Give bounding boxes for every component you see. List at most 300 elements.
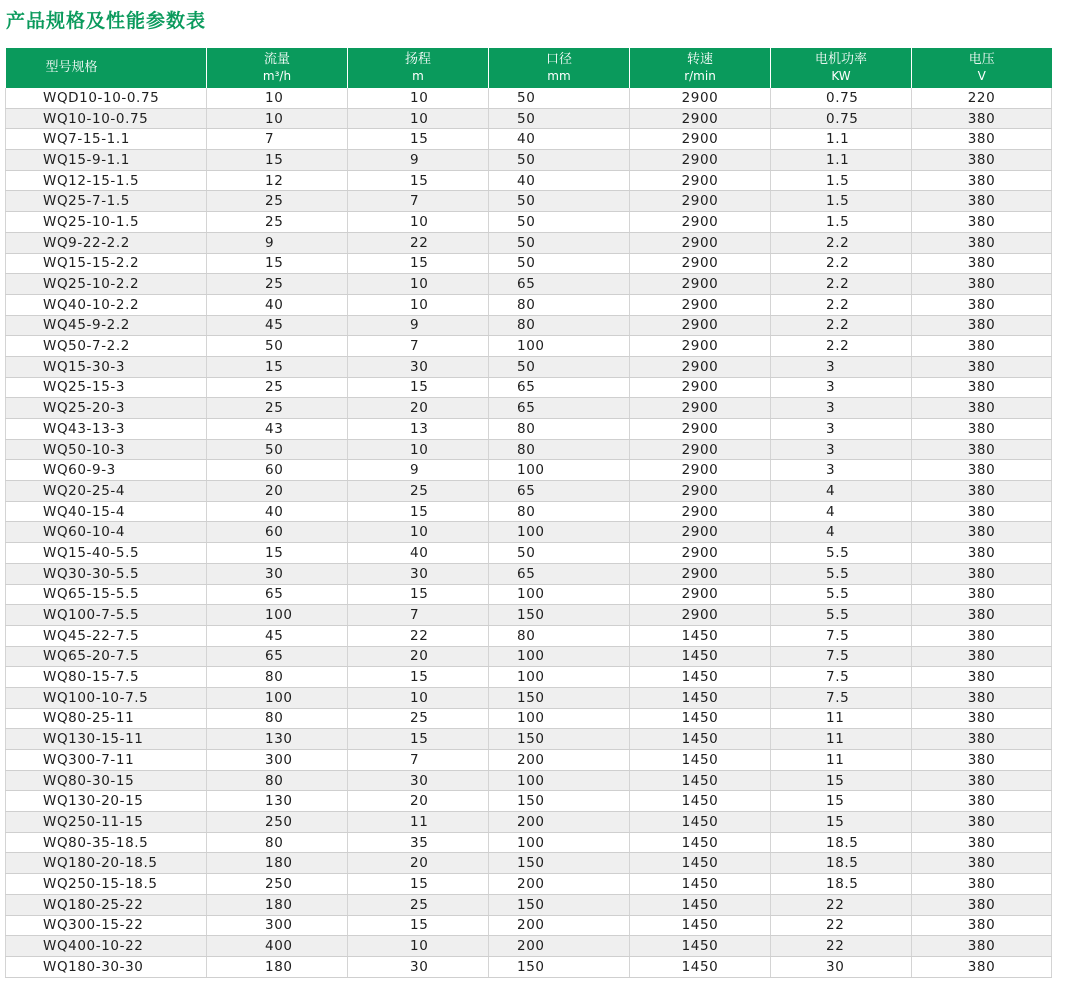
- table-row: [6, 398, 1052, 419]
- table-cell: 80: [489, 501, 630, 522]
- table-cell: 100: [489, 832, 630, 853]
- table-cell: 300: [207, 915, 348, 936]
- table-cell: WQ130-15-11: [6, 729, 207, 750]
- table-cell: 380: [912, 356, 1052, 377]
- column-header: [912, 48, 1052, 88]
- table-cell: 10: [348, 439, 489, 460]
- table-cell: 25: [348, 894, 489, 915]
- table-cell: 2900: [630, 315, 771, 336]
- table-cell: 25: [207, 191, 348, 212]
- table-cell: 2900: [630, 398, 771, 419]
- table-cell: 80: [489, 439, 630, 460]
- table-row: [6, 894, 1052, 915]
- table-cell: 7: [348, 191, 489, 212]
- table-cell: 220: [912, 88, 1052, 108]
- table-cell: 380: [912, 481, 1052, 502]
- table-cell: WQ25-15-3: [6, 377, 207, 398]
- table-cell: 22: [348, 625, 489, 646]
- table-cell: 7: [348, 336, 489, 357]
- table-cell: 100: [489, 770, 630, 791]
- table-cell: 9: [348, 460, 489, 481]
- table-cell: 15: [348, 915, 489, 936]
- table-cell: 3: [771, 356, 912, 377]
- table-row: [6, 356, 1052, 377]
- table-cell: 1450: [630, 729, 771, 750]
- table-cell: 300: [207, 750, 348, 771]
- table-cell: 22: [771, 915, 912, 936]
- table-cell: 50: [207, 439, 348, 460]
- table-cell: 7.5: [771, 625, 912, 646]
- table-cell: WQ20-25-4: [6, 481, 207, 502]
- table-cell: 200: [489, 936, 630, 957]
- table-cell: 80: [489, 315, 630, 336]
- table-cell: 250: [207, 812, 348, 833]
- table-cell: 80: [489, 294, 630, 315]
- table-cell: 380: [912, 150, 1052, 171]
- table-cell: 65: [489, 274, 630, 295]
- table-row: [6, 129, 1052, 150]
- table-cell: 10: [348, 687, 489, 708]
- table-cell: 4: [771, 522, 912, 543]
- table-cell: WQ400-10-22: [6, 936, 207, 957]
- table-cell: 7.5: [771, 687, 912, 708]
- table-cell: WQ130-20-15: [6, 791, 207, 812]
- table-cell: 380: [912, 812, 1052, 833]
- spec-table: [5, 48, 1052, 978]
- table-cell: 15: [348, 129, 489, 150]
- table-row: [6, 439, 1052, 460]
- table-cell: 25: [348, 708, 489, 729]
- table-cell: 7.5: [771, 646, 912, 667]
- table-cell: 25: [207, 377, 348, 398]
- table-row: [6, 419, 1052, 440]
- table-cell: 3: [771, 398, 912, 419]
- table-cell: 9: [348, 315, 489, 336]
- table-cell: 2900: [630, 253, 771, 274]
- table-cell: 15: [207, 150, 348, 171]
- table-row: [6, 563, 1052, 584]
- table-cell: 22: [771, 894, 912, 915]
- table-cell: WQ80-15-7.5: [6, 667, 207, 688]
- table-cell: WQ45-9-2.2: [6, 315, 207, 336]
- table-cell: 1.5: [771, 191, 912, 212]
- table-cell: 200: [489, 812, 630, 833]
- table-cell: 11: [771, 729, 912, 750]
- table-cell: 65: [489, 398, 630, 419]
- table-cell: 380: [912, 377, 1052, 398]
- column-header-label: 扬程: [404, 52, 431, 67]
- table-cell: 15: [348, 584, 489, 605]
- table-cell: 2900: [630, 584, 771, 605]
- table-cell: 5.5: [771, 584, 912, 605]
- table-cell: 2900: [630, 356, 771, 377]
- table-cell: 50: [489, 543, 630, 564]
- table-cell: 50: [489, 108, 630, 129]
- table-cell: 380: [912, 170, 1052, 191]
- table-cell: 2900: [630, 191, 771, 212]
- table-cell: 3: [771, 460, 912, 481]
- table-cell: 1450: [630, 956, 771, 977]
- table-row: [6, 770, 1052, 791]
- table-cell: 7: [348, 750, 489, 771]
- table-cell: 2.2: [771, 253, 912, 274]
- table-cell: 10: [348, 294, 489, 315]
- table-cell: WQ25-20-3: [6, 398, 207, 419]
- table-cell: 40: [207, 294, 348, 315]
- table-cell: 130: [207, 729, 348, 750]
- table-cell: 380: [912, 646, 1052, 667]
- table-cell: 380: [912, 667, 1052, 688]
- table-cell: 380: [912, 687, 1052, 708]
- table-cell: 150: [489, 605, 630, 626]
- table-cell: 40: [489, 129, 630, 150]
- table-cell: 10: [348, 936, 489, 957]
- table-row: [6, 253, 1052, 274]
- table-cell: 11: [771, 708, 912, 729]
- table-row: [6, 481, 1052, 502]
- header-row: [6, 48, 1052, 88]
- table-row: [6, 646, 1052, 667]
- table-cell: 1450: [630, 894, 771, 915]
- table-row: [6, 708, 1052, 729]
- table-cell: 380: [912, 501, 1052, 522]
- table-cell: 15: [207, 253, 348, 274]
- table-cell: 2.2: [771, 336, 912, 357]
- table-cell: WQ12-15-1.5: [6, 170, 207, 191]
- table-cell: 380: [912, 439, 1052, 460]
- table-cell: 50: [207, 336, 348, 357]
- table-cell: 380: [912, 212, 1052, 233]
- table-cell: WQ40-10-2.2: [6, 294, 207, 315]
- table-cell: 13: [348, 419, 489, 440]
- table-cell: 15: [207, 356, 348, 377]
- table-cell: 380: [912, 708, 1052, 729]
- page-title: 产品规格及性能参数表: [6, 10, 207, 32]
- table-cell: 10: [348, 522, 489, 543]
- table-cell: WQ10-10-0.75: [6, 108, 207, 129]
- table-row: [6, 625, 1052, 646]
- table-cell: 1450: [630, 874, 771, 895]
- table-row: [6, 274, 1052, 295]
- table-cell: WQ60-9-3: [6, 460, 207, 481]
- table-cell: 2900: [630, 336, 771, 357]
- table-cell: WQ300-7-11: [6, 750, 207, 771]
- table-cell: 200: [489, 750, 630, 771]
- table-cell: 50: [489, 150, 630, 171]
- table-cell: 380: [912, 832, 1052, 853]
- table-cell: 180: [207, 894, 348, 915]
- table-cell: 100: [489, 646, 630, 667]
- table-row: [6, 874, 1052, 895]
- table-cell: 380: [912, 563, 1052, 584]
- table-cell: 80: [207, 708, 348, 729]
- table-cell: 380: [912, 419, 1052, 440]
- table-cell: 65: [207, 584, 348, 605]
- table-cell: 1450: [630, 791, 771, 812]
- table-cell: 22: [348, 232, 489, 253]
- table-cell: 1.5: [771, 212, 912, 233]
- table-row: [6, 915, 1052, 936]
- table-cell: 380: [912, 522, 1052, 543]
- table-row: [6, 108, 1052, 129]
- table-cell: 1450: [630, 750, 771, 771]
- table-cell: WQ25-10-2.2: [6, 274, 207, 295]
- table-cell: WQ40-15-4: [6, 501, 207, 522]
- column-header: [630, 48, 771, 88]
- table-cell: 3: [771, 377, 912, 398]
- table-cell: 380: [912, 336, 1052, 357]
- table-cell: 1450: [630, 853, 771, 874]
- table-cell: 180: [207, 853, 348, 874]
- table-cell: 22: [771, 936, 912, 957]
- table-cell: 30: [348, 563, 489, 584]
- table-cell: 2900: [630, 108, 771, 129]
- table-row: [6, 315, 1052, 336]
- table-cell: WQD10-10-0.75: [6, 88, 207, 108]
- table-cell: 18.5: [771, 853, 912, 874]
- table-row: [6, 522, 1052, 543]
- table-cell: 380: [912, 253, 1052, 274]
- table-cell: 65: [207, 646, 348, 667]
- table-cell: 180: [207, 956, 348, 977]
- table-cell: WQ100-10-7.5: [6, 687, 207, 708]
- table-cell: 80: [489, 625, 630, 646]
- table-cell: 15: [348, 874, 489, 895]
- table-cell: 80: [207, 667, 348, 688]
- table-cell: 3: [771, 439, 912, 460]
- table-cell: 30: [348, 356, 489, 377]
- table-cell: 60: [207, 460, 348, 481]
- table-cell: WQ9-22-2.2: [6, 232, 207, 253]
- table-cell: WQ45-22-7.5: [6, 625, 207, 646]
- table-row: [6, 853, 1052, 874]
- table-header: [6, 48, 1052, 88]
- table-cell: 0.75: [771, 108, 912, 129]
- column-header-label: 电机功率: [814, 52, 867, 67]
- table-cell: 380: [912, 791, 1052, 812]
- table-cell: 2900: [630, 543, 771, 564]
- table-cell: 380: [912, 936, 1052, 957]
- table-cell: 2.2: [771, 274, 912, 295]
- table-cell: 15: [771, 791, 912, 812]
- table-cell: 15: [771, 770, 912, 791]
- table-row: [6, 212, 1052, 233]
- column-header: [207, 48, 348, 88]
- table-cell: 1.5: [771, 170, 912, 191]
- table-cell: 15: [348, 501, 489, 522]
- table-cell: 1450: [630, 708, 771, 729]
- table-cell: 50: [489, 191, 630, 212]
- table-cell: 2900: [630, 129, 771, 150]
- table-cell: 2900: [630, 419, 771, 440]
- table-row: [6, 88, 1052, 108]
- table-cell: 4: [771, 481, 912, 502]
- table-cell: 80: [489, 419, 630, 440]
- table-cell: 10: [207, 108, 348, 129]
- table-cell: 380: [912, 274, 1052, 295]
- table-cell: 5.5: [771, 605, 912, 626]
- table-cell: 1450: [630, 936, 771, 957]
- table-cell: 380: [912, 729, 1052, 750]
- table-row: [6, 501, 1052, 522]
- table-row: [6, 191, 1052, 212]
- table-row: [6, 729, 1052, 750]
- table-cell: WQ180-25-22: [6, 894, 207, 915]
- table-cell: 150: [489, 791, 630, 812]
- table-cell: WQ50-7-2.2: [6, 336, 207, 357]
- table-cell: 150: [489, 729, 630, 750]
- table-cell: 380: [912, 915, 1052, 936]
- table-cell: 380: [912, 874, 1052, 895]
- table-cell: 2900: [630, 212, 771, 233]
- table-row: [6, 687, 1052, 708]
- table-cell: 380: [912, 770, 1052, 791]
- table-cell: 15: [348, 667, 489, 688]
- table-cell: 40: [489, 170, 630, 191]
- table-cell: 380: [912, 460, 1052, 481]
- table-row: [6, 956, 1052, 977]
- table-cell: 11: [771, 750, 912, 771]
- table-row: [6, 543, 1052, 564]
- table-cell: 0.75: [771, 88, 912, 108]
- table-row: [6, 460, 1052, 481]
- table-cell: 80: [207, 832, 348, 853]
- table-cell: 2900: [630, 481, 771, 502]
- table-cell: 15: [771, 812, 912, 833]
- table-cell: 380: [912, 956, 1052, 977]
- table-cell: 150: [489, 894, 630, 915]
- table-cell: 5.5: [771, 563, 912, 584]
- table-body: [6, 88, 1052, 977]
- table-cell: 25: [207, 212, 348, 233]
- table-cell: 2900: [630, 439, 771, 460]
- table-cell: 20: [348, 398, 489, 419]
- table-row: [6, 791, 1052, 812]
- column-header: [771, 48, 912, 88]
- table-cell: 25: [207, 274, 348, 295]
- column-header-unit: m³/h: [262, 69, 292, 83]
- table-cell: 380: [912, 129, 1052, 150]
- table-cell: WQ80-35-18.5: [6, 832, 207, 853]
- column-header-unit: KW: [831, 69, 851, 83]
- table-cell: 2900: [630, 274, 771, 295]
- table-cell: 380: [912, 108, 1052, 129]
- column-header-unit: r/min: [684, 69, 716, 83]
- table-cell: 10: [207, 88, 348, 108]
- table-cell: 50: [489, 356, 630, 377]
- table-cell: WQ250-15-18.5: [6, 874, 207, 895]
- table-cell: 12: [207, 170, 348, 191]
- table-cell: 9: [348, 150, 489, 171]
- table-cell: 2900: [630, 170, 771, 191]
- column-header: [348, 48, 489, 88]
- table-cell: 60: [207, 522, 348, 543]
- table-cell: 2900: [630, 563, 771, 584]
- table-cell: 2900: [630, 522, 771, 543]
- table-cell: WQ15-30-3: [6, 356, 207, 377]
- table-cell: WQ65-15-5.5: [6, 584, 207, 605]
- table-cell: WQ180-30-30: [6, 956, 207, 977]
- column-header-label: 转速: [686, 52, 713, 67]
- table-cell: 380: [912, 294, 1052, 315]
- table-cell: 30: [348, 770, 489, 791]
- table-cell: 65: [489, 377, 630, 398]
- table-cell: 10: [348, 274, 489, 295]
- column-header-unit: V: [977, 69, 986, 83]
- table-cell: WQ15-9-1.1: [6, 150, 207, 171]
- table-cell: 100: [489, 708, 630, 729]
- table-cell: 10: [348, 212, 489, 233]
- table-row: [6, 232, 1052, 253]
- table-row: [6, 584, 1052, 605]
- table-cell: 10: [348, 108, 489, 129]
- table-cell: 20: [348, 853, 489, 874]
- table-cell: 50: [489, 88, 630, 108]
- table-cell: 150: [489, 956, 630, 977]
- table-cell: 45: [207, 315, 348, 336]
- table-row: [6, 336, 1052, 357]
- table-cell: 50: [489, 232, 630, 253]
- table-row: [6, 150, 1052, 171]
- table-row: [6, 170, 1052, 191]
- table-cell: 45: [207, 625, 348, 646]
- table-cell: 100: [489, 460, 630, 481]
- table-row: [6, 294, 1052, 315]
- table-cell: 1450: [630, 667, 771, 688]
- table-cell: 25: [348, 481, 489, 502]
- table-row: [6, 832, 1052, 853]
- table-cell: 130: [207, 791, 348, 812]
- table-row: [6, 750, 1052, 771]
- table-cell: 9: [207, 232, 348, 253]
- table-cell: 380: [912, 191, 1052, 212]
- table-cell: 100: [489, 522, 630, 543]
- table-cell: 380: [912, 625, 1052, 646]
- table-cell: 200: [489, 874, 630, 895]
- table-cell: 380: [912, 398, 1052, 419]
- column-header: [489, 48, 630, 88]
- table-cell: WQ60-10-4: [6, 522, 207, 543]
- table-cell: 15: [348, 253, 489, 274]
- table-cell: 10: [348, 88, 489, 108]
- table-cell: 30: [771, 956, 912, 977]
- table-cell: 2900: [630, 232, 771, 253]
- table-cell: WQ43-13-3: [6, 419, 207, 440]
- column-header-label: 型号规格: [45, 60, 98, 75]
- table-cell: 1450: [630, 646, 771, 667]
- table-cell: 400: [207, 936, 348, 957]
- table-cell: 1450: [630, 832, 771, 853]
- table-cell: 50: [489, 253, 630, 274]
- table-cell: 2.2: [771, 232, 912, 253]
- table-cell: 1.1: [771, 150, 912, 171]
- table-cell: 2900: [630, 294, 771, 315]
- table-cell: 7.5: [771, 667, 912, 688]
- table-cell: WQ7-15-1.1: [6, 129, 207, 150]
- table-cell: 2900: [630, 150, 771, 171]
- table-cell: 2900: [630, 501, 771, 522]
- column-header-label: 电压: [968, 52, 995, 67]
- table-cell: 100: [489, 584, 630, 605]
- column-header-label: 口径: [545, 52, 572, 67]
- table-cell: 200: [489, 915, 630, 936]
- table-cell: WQ80-30-15: [6, 770, 207, 791]
- table-cell: 100: [489, 336, 630, 357]
- column-header-label: 流量: [263, 52, 290, 67]
- table-row: [6, 936, 1052, 957]
- table-cell: 18.5: [771, 832, 912, 853]
- table-cell: WQ30-30-5.5: [6, 563, 207, 584]
